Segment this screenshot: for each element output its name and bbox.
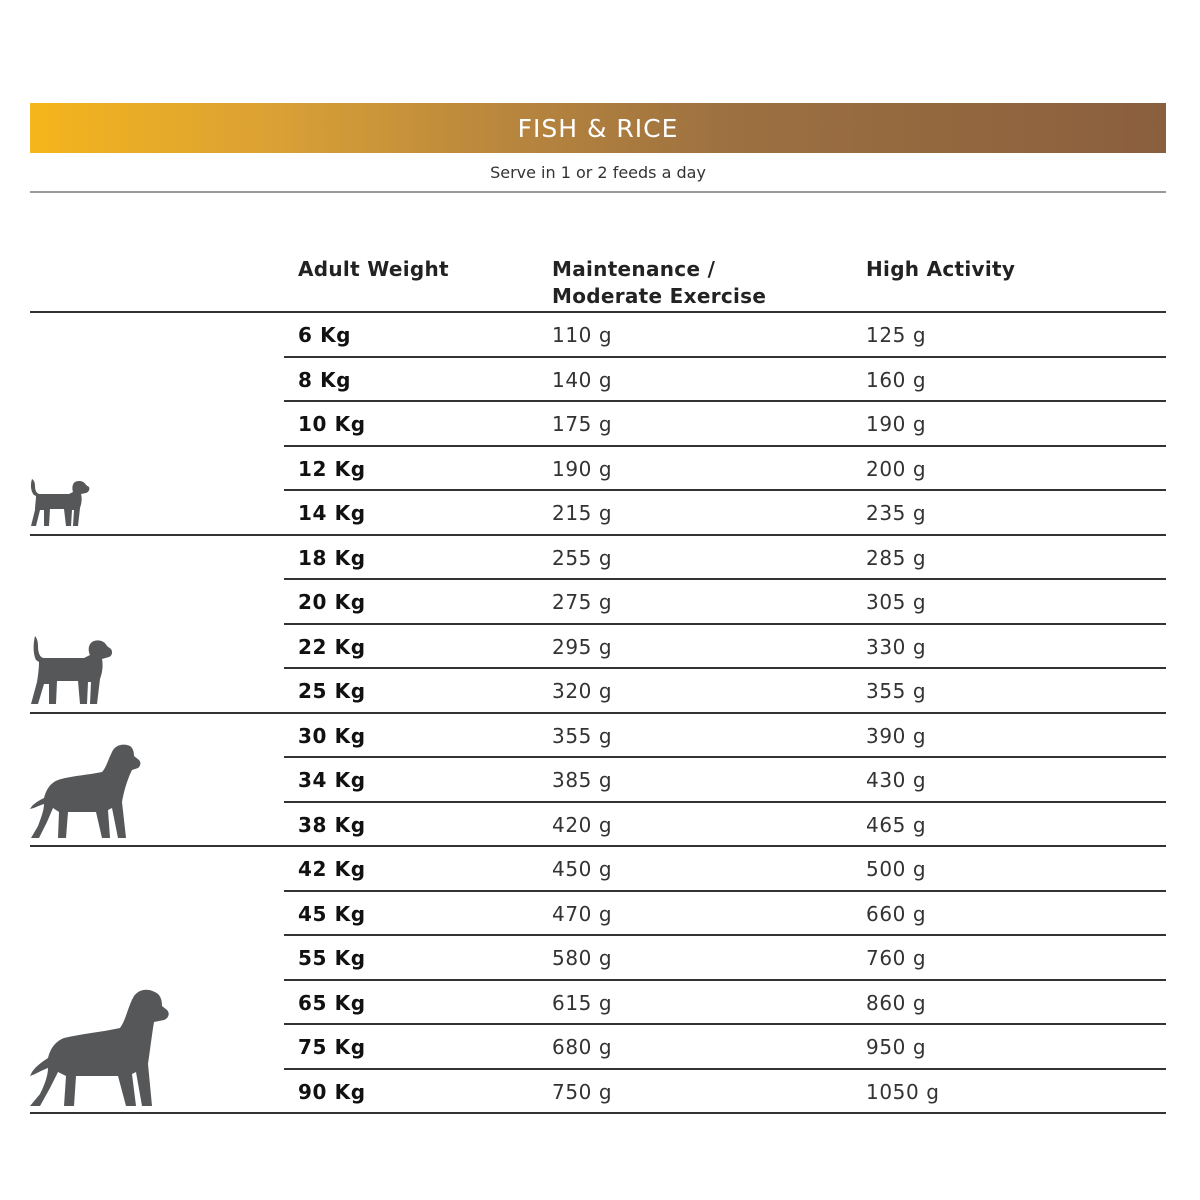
column-header-maintenance-line2: Moderate Exercise xyxy=(552,284,767,308)
row-divider xyxy=(284,890,1166,892)
row-divider xyxy=(284,756,1166,758)
maintenance-amount-cell: 110 g xyxy=(552,323,613,347)
giant-dog-icon xyxy=(28,986,172,1108)
row-divider xyxy=(284,400,1166,402)
maintenance-amount-cell: 140 g xyxy=(552,368,613,392)
maintenance-amount-cell: 275 g xyxy=(552,590,613,614)
weight-cell: 42 Kg xyxy=(298,857,366,881)
row-divider xyxy=(284,1023,1166,1025)
weight-cell: 12 Kg xyxy=(298,457,366,481)
page-title: FISH & RICE xyxy=(517,113,679,143)
maintenance-amount-cell: 190 g xyxy=(552,457,613,481)
high-activity-amount-cell: 390 g xyxy=(866,724,927,748)
high-activity-amount-cell: 305 g xyxy=(866,590,927,614)
column-header-maintenance-line1: Maintenance / xyxy=(552,257,716,281)
weight-cell: 34 Kg xyxy=(298,768,366,792)
weight-cell: 8 Kg xyxy=(298,368,352,392)
high-activity-amount-cell: 950 g xyxy=(866,1035,927,1059)
weight-cell: 75 Kg xyxy=(298,1035,366,1059)
maintenance-amount-cell: 580 g xyxy=(552,946,613,970)
row-divider xyxy=(284,445,1166,447)
group-divider xyxy=(30,534,1166,536)
weight-cell: 25 Kg xyxy=(298,679,366,703)
small-dog-icon xyxy=(28,476,92,530)
weight-cell: 14 Kg xyxy=(298,501,366,525)
large-dog-icon xyxy=(28,742,142,840)
column-header-adult-weight: Adult Weight xyxy=(298,257,449,281)
maintenance-amount-cell: 615 g xyxy=(552,991,613,1015)
weight-cell: 38 Kg xyxy=(298,813,366,837)
group-divider xyxy=(30,845,1166,847)
weight-cell: 10 Kg xyxy=(298,412,366,436)
group-divider xyxy=(30,712,1166,714)
weight-cell: 45 Kg xyxy=(298,902,366,926)
row-divider xyxy=(284,979,1166,981)
row-divider xyxy=(284,801,1166,803)
high-activity-amount-cell: 760 g xyxy=(866,946,927,970)
high-activity-amount-cell: 125 g xyxy=(866,323,927,347)
maintenance-amount-cell: 420 g xyxy=(552,813,613,837)
high-activity-amount-cell: 465 g xyxy=(866,813,927,837)
weight-cell: 65 Kg xyxy=(298,991,366,1015)
column-header-high-activity: High Activity xyxy=(866,257,1016,281)
high-activity-amount-cell: 430 g xyxy=(866,768,927,792)
serving-note: Serve in 1 or 2 feeds a day xyxy=(490,163,706,182)
row-divider xyxy=(284,356,1166,358)
weight-cell: 22 Kg xyxy=(298,635,366,659)
high-activity-amount-cell: 235 g xyxy=(866,501,927,525)
high-activity-amount-cell: 190 g xyxy=(866,412,927,436)
weight-cell: 30 Kg xyxy=(298,724,366,748)
medium-dog-icon xyxy=(28,634,114,708)
high-activity-amount-cell: 330 g xyxy=(866,635,927,659)
maintenance-amount-cell: 470 g xyxy=(552,902,613,926)
weight-cell: 20 Kg xyxy=(298,590,366,614)
weight-cell: 18 Kg xyxy=(298,546,366,570)
weight-cell: 6 Kg xyxy=(298,323,352,347)
high-activity-amount-cell: 200 g xyxy=(866,457,927,481)
high-activity-amount-cell: 160 g xyxy=(866,368,927,392)
high-activity-amount-cell: 1050 g xyxy=(866,1080,940,1104)
group-divider xyxy=(30,1112,1166,1114)
weight-cell: 55 Kg xyxy=(298,946,366,970)
maintenance-amount-cell: 215 g xyxy=(552,501,613,525)
high-activity-amount-cell: 355 g xyxy=(866,679,927,703)
row-divider xyxy=(284,578,1166,580)
maintenance-amount-cell: 680 g xyxy=(552,1035,613,1059)
maintenance-amount-cell: 750 g xyxy=(552,1080,613,1104)
maintenance-amount-cell: 385 g xyxy=(552,768,613,792)
row-divider xyxy=(284,667,1166,669)
high-activity-amount-cell: 660 g xyxy=(866,902,927,926)
high-activity-amount-cell: 285 g xyxy=(866,546,927,570)
maintenance-amount-cell: 450 g xyxy=(552,857,613,881)
high-activity-amount-cell: 500 g xyxy=(866,857,927,881)
maintenance-amount-cell: 320 g xyxy=(552,679,613,703)
maintenance-amount-cell: 175 g xyxy=(552,412,613,436)
maintenance-amount-cell: 295 g xyxy=(552,635,613,659)
row-divider xyxy=(284,1068,1166,1070)
high-activity-amount-cell: 860 g xyxy=(866,991,927,1015)
maintenance-amount-cell: 255 g xyxy=(552,546,613,570)
weight-cell: 90 Kg xyxy=(298,1080,366,1104)
column-header-divider xyxy=(30,311,1166,313)
row-divider xyxy=(284,934,1166,936)
maintenance-amount-cell: 355 g xyxy=(552,724,613,748)
row-divider xyxy=(284,489,1166,491)
row-divider xyxy=(284,623,1166,625)
